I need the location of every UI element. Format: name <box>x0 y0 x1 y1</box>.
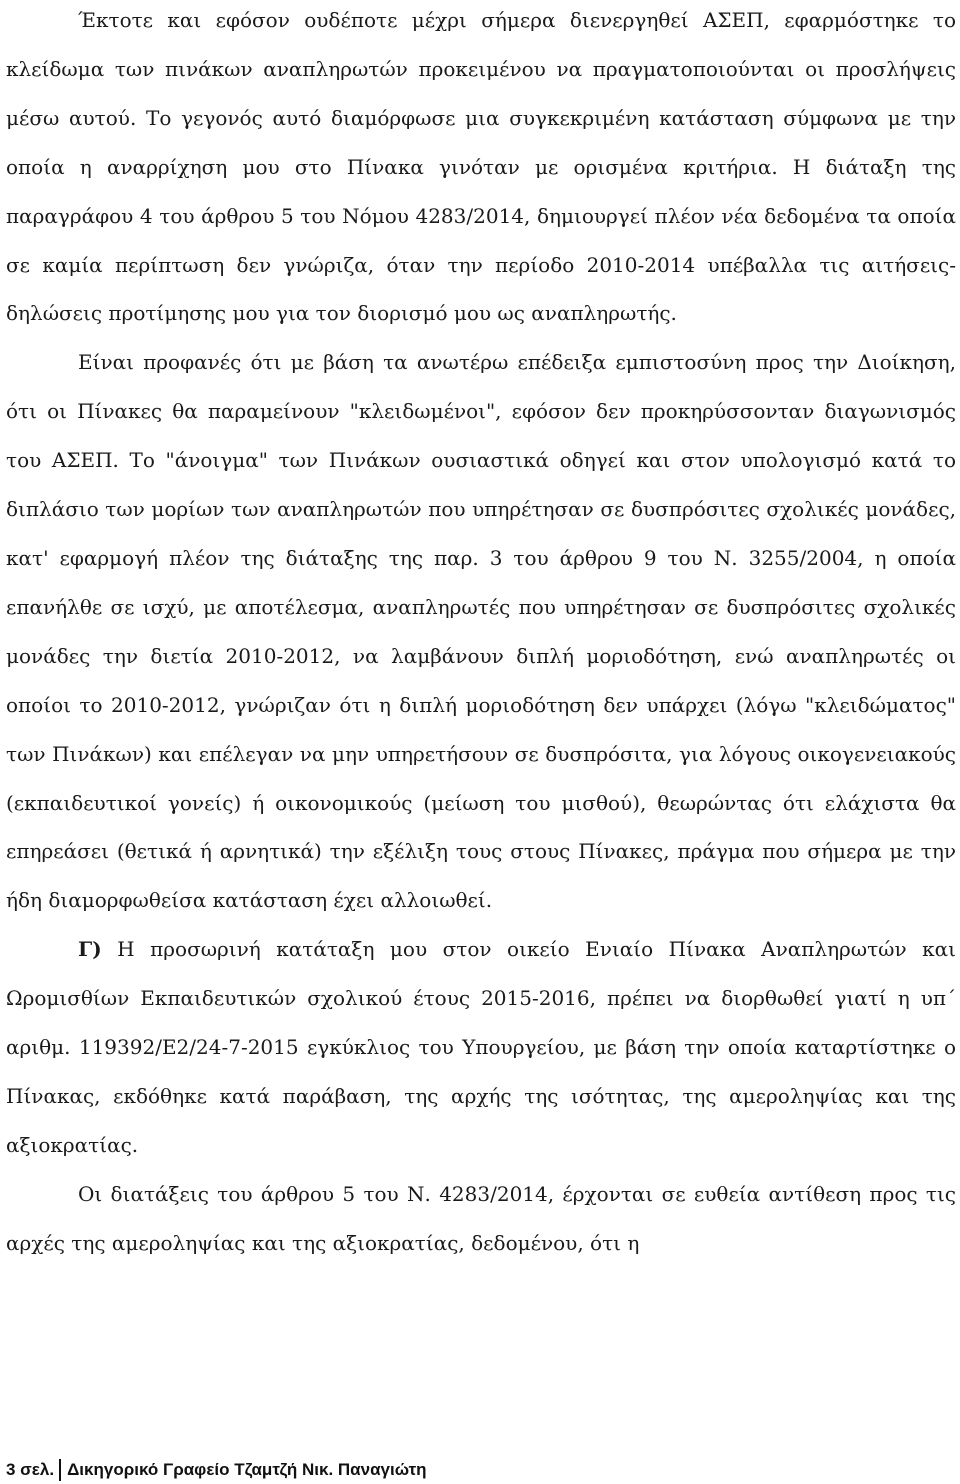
paragraph-3-text: Η προσωρινή κατάταξη μου στον οικείο Ενιαίο Πίνακα Αναπληρωτών και Ωρομισθίων Εκπαιδευτικών σχολικού έτους 2015-2016, πρέπει να διορθωθεί γιατί η υπ΄ αριθμ. 119392/Ε2/24-7-2015 εγκύκλιος του Υπουργείου, με βάση την οποία καταρτίστηκε ο Πίνακας, εκδόθηκε κατά παράβαση, της αρχής της ισότητας, της αμεροληψίας και της αξιοκρατίας. <box>6 937 956 1157</box>
paragraph-2 <box>6 338 956 925</box>
paragraph-3 <box>6 925 956 1170</box>
footer-page-label: 3 σελ. <box>6 1460 55 1479</box>
footer-separator <box>59 1459 61 1481</box>
paragraph-2-text: Είναι προφανές ότι με βάση τα ανωτέρω επέδειξα εμπιστοσύνη προς την Διοίκηση, ότι οι Πίνακες θα παραμείνουν "κλειδωμένοι", εφόσον δεν προκηρύσσονταν διαγωνισμός του ΑΣΕΠ. Το "άνοιγμα" των Πινάκων ουσιαστικά οδηγεί και στον υπολογισμό κατά το διπλάσιο των μορίων των αναπληρωτών που υπηρέτησαν σε δυσπρόσιτες σχολικές μονάδες, κατ' εφαρμογή πλέον της διάταξης της παρ. 3 του άρθρου 9 του Ν. 3255/2004, η οποία επανήλθε σε ισχύ, με αποτέλεσμα, αναπληρωτές που υπηρέτησαν σε δυσπρόσιτες σχολικές μονάδες την διετία 2010-2012, να λαμβάνουν διπλή μοριοδότηση, ενώ αναπληρωτές οι οποίοι το 2010-2012, γνώριζαν ότι η διπλή μοριοδότηση δεν υπάρχει (λόγω "κλειδώματος" των Πινάκων) και επέλεγαν να μην υπηρετήσουν σε δυσπρόσιτα, για λόγους οικογενειακούς (εκπαιδευτικοί γονείς) ή οικονομικούς (μείωση του μισθού), θεωρώντας ότι ελάχιστα θα επηρεάσει (θετικά ή αρνητικά) την εξέλιξη τους στους Πίνακες, πράγμα που σήμερα με την ήδη διαμορφωθείσα κατάσταση έχει αλλοιωθεί. <box>6 350 956 913</box>
paragraph-1 <box>6 0 956 338</box>
page-footer <box>6 1456 427 1484</box>
section-label-gamma: Γ) <box>78 937 102 962</box>
paragraph-1-text: Έκτοτε και εφόσον ουδέποτε μέχρι σήμερα διενεργηθεί ΑΣΕΠ, εφαρμόστηκε το κλείδωμα των πινάκων αναπληρωτών προκειμένου να πραγματοποιούνται οι προσλήψεις μέσω αυτού. Το γεγονός αυτό διαμόρφωσε μια συγκεκριμένη κατάσταση σύμφωνα με την οποία η αναρρίχηση μου στο Πίνακα γινόταν με ορισμένα κριτήρια. Η διάταξη της παραγράφου 4 του άρθρου 5 του Νόμου 4283/2014, δημιουργεί πλέον νέα δεδομένα τα οποία σε καμία περίπτωση δεν γνώριζα, όταν την περίοδο 2010-2014 υπέβαλλα τις αιτήσεις-δηλώσεις προτίμησης μου για τον διορισμό μου ως αναπληρωτής. <box>6 8 956 326</box>
paragraph-4 <box>6 1170 956 1268</box>
paragraph-4-text: Οι διατάξεις του άρθρου 5 του Ν. 4283/2014, έρχονται σε ευθεία αντίθεση προς τις αρχές της αμεροληψίας και της αξιοκρατίας, δεδομένου, ότι η <box>6 1181 956 1255</box>
footer-office-name: Δικηγορικό Γραφείο Τζαμτζή Νικ. Παναγιώτη <box>67 1460 427 1479</box>
document-body <box>6 0 956 1268</box>
